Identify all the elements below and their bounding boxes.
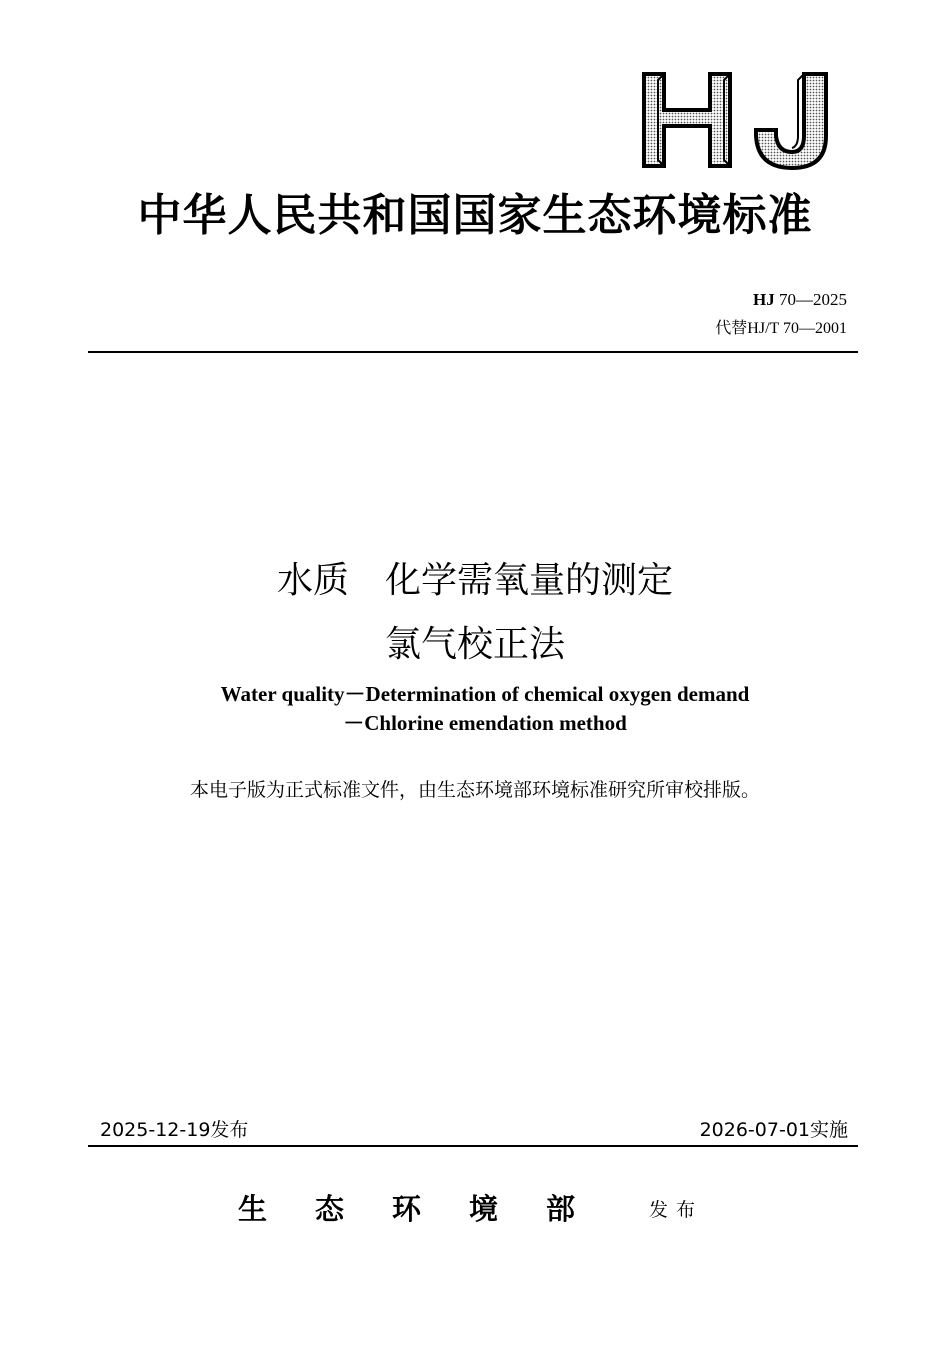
implementation-date: 2026-07-01实施 [699,1119,848,1141]
replaces-standard: 代替HJ/T 70—2001 [715,320,847,337]
footer-divider [88,1145,858,1147]
title-english-line-2: －Chlorine emendation method [343,711,627,735]
standard-number-value: 70—2025 [779,290,847,309]
publish-label: 发布 [649,1199,704,1221]
logo-letter-h [644,74,730,166]
title-english-line-1: Water quality－Determination of chemical oxygen demand [220,682,750,706]
publisher-name: 生态环境部 [238,1192,624,1226]
standard-code: HJ [753,290,775,309]
logo-letter-j [756,74,826,168]
electronic-version-note: 本电子版为正式标准文件，由生态环境部环境标准研究所审校排版。 [189,779,760,801]
standard-authority-title: 中华人民共和国国家生态环境标准 [137,190,813,241]
standard-number [753,289,847,311]
hj-logo [638,70,834,170]
issue-date: 2025-12-19发布 [100,1119,249,1141]
header-divider [88,351,858,353]
title-chinese-line-1: 水质 化学需氧量的测定 [276,560,673,601]
title-chinese-line-2: 氯气校正法 [384,624,565,665]
